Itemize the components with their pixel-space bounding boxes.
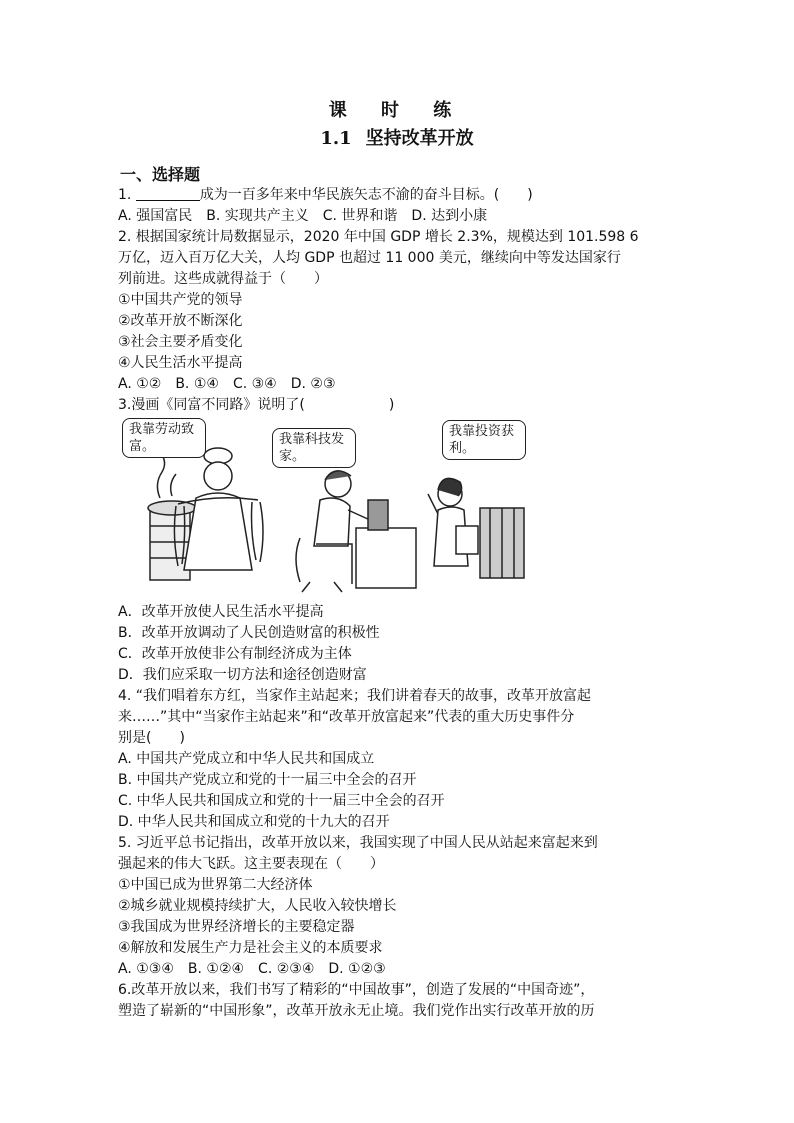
- question-4-line-2: 来……”其中“当家作主站起来”和“改革开放富起来”代表的重大历史事件分: [118, 709, 575, 725]
- question-5-item: ③我国成为世界经济增长的主要稳定器: [118, 919, 355, 935]
- lesson-number: 1.1: [320, 128, 352, 149]
- question-5-item: ④解放和发展生产力是社会主义的本质要求: [118, 940, 383, 956]
- question-4-option-a: A. 中国共产党成立和中华人民共和国成立: [118, 751, 375, 767]
- question-3-option-b: B．改革开放调动了人民创造财富的积极性: [118, 625, 380, 641]
- speech-bubble-investment: 我靠投资获利。: [442, 420, 526, 460]
- lesson-title: [0, 124, 794, 150]
- question-3-option-d: D．我们应采取一切方法和途径创造财富: [118, 667, 367, 683]
- question-2-item: ④人民生活水平提高: [118, 355, 243, 371]
- question-4-line-3: 别是( ): [118, 730, 185, 746]
- question-5-item: ①中国已成为世界第二大经济体: [118, 877, 313, 893]
- page-title: 课 时 练: [328, 100, 466, 121]
- question-5-options: A. ①③④ B. ①②④ C. ②③④ D. ①②③: [118, 961, 386, 977]
- question-4-line-1: 4. “我们唱着东方红，当家作主站起来；我们讲着春天的故事，改革开放富起: [118, 688, 592, 704]
- question-1-number: 1.: [118, 187, 132, 203]
- question-4-option-b: B. 中国共产党成立和党的十一届三中全会的召开: [118, 772, 417, 788]
- question-3-stem: 3.漫画《同富不同路》说明了( ): [118, 397, 395, 413]
- question-2-item: ②改革开放不断深化: [118, 313, 243, 329]
- question-5-line-1: 5. 习近平总书记指出，改革开放以来，我国实现了中国人民从站起来富起来到: [118, 835, 598, 851]
- office-worker-figure: [296, 471, 416, 592]
- cartoon-illustration: [120, 418, 540, 596]
- question-1-stem: [118, 185, 678, 206]
- question-3-option-c: C．改革开放使非公有制经济成为主体: [118, 646, 352, 662]
- question-4-option-d: D. 中华人民共和国成立和党的十九大的召开: [118, 814, 390, 830]
- investor-figure: [428, 478, 524, 578]
- question-1-options: A. 强国富民 B. 实现共产主义 C. 世界和谐 D. 达到小康: [118, 208, 488, 224]
- question-2-item: ①中国共产党的领导: [118, 292, 243, 308]
- speech-bubble-labor: 我靠劳动致富。: [122, 418, 206, 458]
- question-1-text: 成为一百多年来中华民族矢志不渝的奋斗目标。( ): [199, 187, 533, 203]
- section-heading: 一、选择题: [120, 165, 201, 184]
- question-2-line-1: 2. 根据国家统计局数据显示，2020 年中国 GDP 增长 2.3%，规模达到 101.598 6: [118, 229, 639, 245]
- question-5-item: ②城乡就业规模持续扩大，人民收入较快增长: [118, 898, 397, 914]
- speech-bubble-technology: 我靠科技发家。: [272, 428, 356, 468]
- cook-figure: [148, 448, 263, 580]
- question-4-option-c: C. 中华人民共和国成立和党的十一届三中全会的召开: [118, 793, 445, 809]
- question-6-line-1: 6.改革开放以来，我们书写了精彩的“中国故事”，创造了发展的“中国奇迹”，: [118, 982, 595, 998]
- question-6-line-2: 塑造了崭新的“中国形象”，改革开放永无止境。我们党作出实行改革开放的历: [118, 1003, 595, 1019]
- question-2-item: ③社会主要矛盾变化: [118, 334, 243, 350]
- question-3-option-a: A．改革开放使人民生活水平提高: [118, 604, 324, 620]
- question-5-line-2: 强起来的伟大飞跃。这主要表现在（ ）: [118, 856, 384, 872]
- question-list: [118, 185, 678, 1022]
- question-2-line-3: 列前进。这些成就得益于（ ）: [118, 271, 328, 287]
- question-2-line-2: 万亿，迈入百万亿大关，人均 GDP 也超过 11 000 美元，继续向中等发达国家行: [118, 250, 621, 266]
- lesson-name: 坚持改革开放: [365, 128, 474, 149]
- answer-blank: [136, 186, 200, 201]
- question-2-options: A. ①② B. ①④ C. ③④ D. ②③: [118, 376, 336, 392]
